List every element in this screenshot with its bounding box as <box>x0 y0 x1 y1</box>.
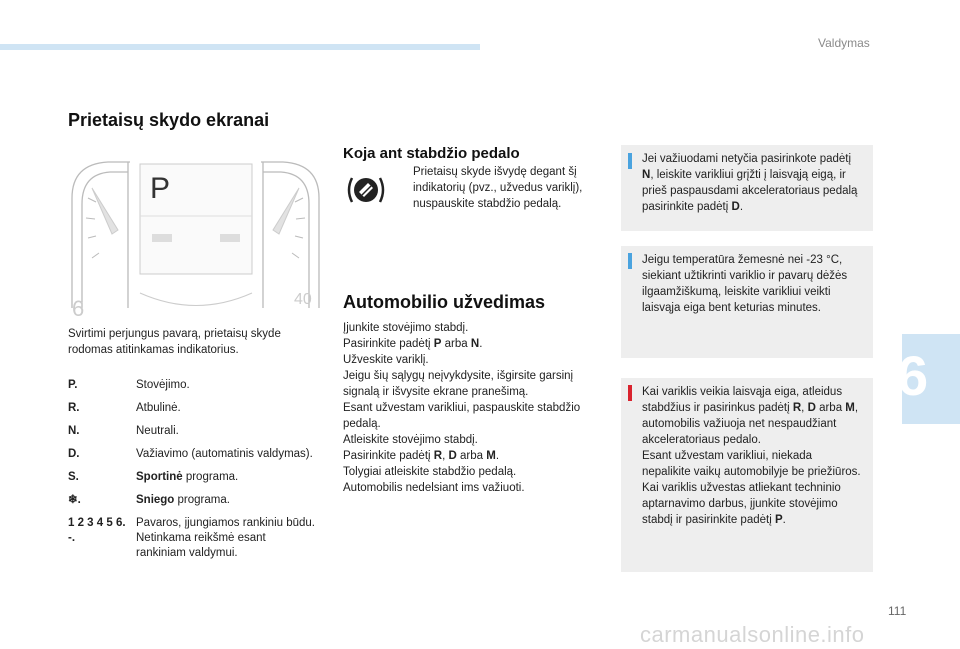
warning-box-text <box>642 384 863 528</box>
gear-mode-key: 1 2 3 4 5 6. <box>68 517 126 529</box>
cluster-caption: Svirtimi perjungus pavarą, prietaisų skyde rodomas atitinkamas indikatorius. <box>68 328 281 356</box>
procedure-note <box>343 368 593 400</box>
gear-mode-key: -. <box>68 532 76 544</box>
procedure-text <box>343 354 429 366</box>
gear-mode-row <box>68 531 318 561</box>
text-run: Atleiskite stovėjimo stabdį. <box>343 434 478 446</box>
procedure-text <box>343 370 573 398</box>
procedure-note <box>343 336 593 352</box>
text-run: Jeigu temperatūra žemesnė nei -23 °C, siekiant užtikrinti variklio ir pavarų dėžės ilgaamžiškumą, leiskite varikliui veikti laisvąja eiga bent keturias minutes. <box>642 254 848 314</box>
right-gauge-mark: 40 <box>294 291 312 308</box>
pedal-instruction <box>397 164 587 212</box>
gear-mode-row <box>68 493 318 508</box>
gear-mode-row <box>68 470 318 485</box>
bullet <box>397 164 413 212</box>
gear-mode-row <box>68 378 318 393</box>
pedal-heading: Koja ant stabdžio pedalo <box>343 145 520 162</box>
text-run: , automobilis važiuoja net nespaudžiant akceleratoriaus pedalo. <box>642 402 859 446</box>
text-run: Pasirinkite padėtį <box>343 450 434 462</box>
procedure-note <box>343 320 593 336</box>
info-box-neutral <box>621 145 873 231</box>
text-run: Kai variklis veikia laisvąja eiga, atleidus stabdžius ir pasirinkus padėtį <box>642 386 843 414</box>
gear-mode-row <box>68 447 318 462</box>
gear-mode-description <box>136 424 318 439</box>
foot-on-brake-icon <box>346 170 386 210</box>
warning-box-idle <box>621 378 873 572</box>
bold-text: N <box>470 338 480 350</box>
gear-mode-description <box>136 470 318 485</box>
procedure-text <box>343 466 516 478</box>
bold-text: P <box>433 338 442 350</box>
text-run: , leiskite varikliui grįžti į laisvąją eigą, ir prieš paspausdami akceleratoriaus pedalą pasirinkite padėtį <box>642 169 858 213</box>
text-run: Automobilis nedelsiant ims važiuoti. <box>343 482 525 494</box>
text-run: , <box>442 450 449 462</box>
header-accent-bar <box>0 44 480 50</box>
gear-mode-key: N. <box>68 425 80 437</box>
gear-mode-description <box>136 493 318 508</box>
text-run: Jeigu šių sąlygų neįvykdysite, išgirsite garsinį signalą ir išvysite ekrane pranešimą. <box>343 370 574 398</box>
text-run: Tolygiai atleiskite stabdžio pedalą. <box>343 466 517 478</box>
procedure-note <box>343 480 593 496</box>
procedure-text <box>343 434 478 446</box>
gear-indicator-display: P <box>150 172 171 205</box>
gear-mode-list <box>68 378 318 569</box>
gear-mode-text: Netinkama reikšmė esant rankiniam valdymui. <box>136 532 266 559</box>
gear-mode-text: programa. <box>174 494 230 506</box>
bold-text: N <box>642 169 651 181</box>
bold-text: M <box>845 402 855 414</box>
watermark: carmanualsonline.info <box>640 622 865 647</box>
bold-text: P <box>774 514 783 526</box>
text-run: Esant užvestam varikliui, paspauskite stabdžio pedalą. <box>343 402 581 430</box>
gear-mode-row <box>68 401 318 416</box>
gear-mode-key: S. <box>68 471 79 483</box>
bold-text: D <box>448 450 457 462</box>
text-run: , <box>801 402 808 414</box>
bold-text: M <box>486 450 496 462</box>
gear-mode-row <box>68 424 318 439</box>
text-run: . <box>479 338 483 350</box>
gear-mode-description <box>136 531 318 561</box>
page-number: 111 <box>888 604 907 618</box>
info-icon <box>628 253 632 269</box>
start-heading: Automobilio užvedimas <box>343 292 546 312</box>
procedure-text <box>343 402 580 430</box>
gear-mode-text: programa. <box>182 471 239 483</box>
text-run: arba <box>456 450 487 462</box>
procedure-note <box>343 432 593 448</box>
procedure-text <box>343 322 468 334</box>
text-run: arba <box>815 402 846 414</box>
instrument-cluster-illustration <box>68 158 323 318</box>
procedure-text <box>343 338 482 350</box>
text-run: Užveskite variklį. <box>343 354 429 366</box>
gear-mode-description <box>136 378 318 393</box>
info-box-temperature <box>621 246 873 358</box>
start-procedure <box>343 320 593 496</box>
gear-mode-description <box>136 447 318 462</box>
text-run: Įjunkite stovėjimo stabdį. <box>343 322 469 334</box>
gear-mode-description <box>136 401 318 416</box>
info-box-text <box>642 252 863 316</box>
gear-mode-name: Sportinė <box>136 471 183 483</box>
gear-mode-text: Neutrali. <box>136 425 179 437</box>
warning-icon <box>628 385 632 401</box>
bold-text: R <box>433 450 443 462</box>
page-title: Prietaisų skydo ekranai <box>68 110 270 130</box>
chapter-number: 6 <box>897 344 929 407</box>
gear-mode-text: Važiavimo (automatinis valdymas). <box>136 448 313 460</box>
bold-text: D <box>731 201 740 213</box>
gear-mode-text: Stovėjimo. <box>136 379 190 391</box>
procedure-note <box>343 448 593 464</box>
gear-mode-name: Sniego <box>136 494 175 506</box>
gear-mode-key: P. <box>68 379 78 391</box>
gear-mode-key: R. <box>68 402 80 414</box>
gear-mode-key: D. <box>68 448 80 460</box>
info-icon <box>628 153 632 169</box>
bold-text: R <box>792 402 802 414</box>
info-box-text <box>642 151 863 215</box>
procedure-note <box>343 352 593 368</box>
text-run: Jei važiuodami netyčia pasirinkote padėtį <box>642 153 852 165</box>
text-run: . <box>782 514 786 526</box>
procedure-note <box>343 464 593 480</box>
text-run: Kai variklis užvestas atliekant techninio aptarnavimo darbus, įjunkite stovėjimo stabdį ir pasirinkite padėtį <box>642 482 841 526</box>
left-gauge-mark: 6 <box>72 296 85 318</box>
gear-mode-description <box>136 516 318 531</box>
text-run: arba <box>441 338 471 350</box>
bold-text: D <box>807 402 816 414</box>
gear-mode-text: Pavaros, įjungiamos rankiniu būdu. <box>136 517 315 529</box>
text-run: Pasirinkite padėtį <box>343 338 434 350</box>
gear-mode-key: ❄. <box>68 494 81 506</box>
procedure-text <box>343 450 499 462</box>
procedure-note <box>343 400 593 432</box>
pedal-instruction-text: Prietaisų skyde išvydę degant šį indikatorių (pvz., užvedus variklį), nuspauskite stabdžio pedalą. <box>413 166 583 210</box>
text-run: Esant užvestam varikliui, niekada nepalikite vaikų automobilyje be priežiūros. <box>642 450 861 478</box>
gear-mode-row <box>68 516 318 531</box>
text-run: . <box>739 201 744 213</box>
text-run: . <box>495 450 500 462</box>
section-title: Valdymas <box>818 36 870 50</box>
gear-mode-text: Atbulinė. <box>136 402 181 414</box>
procedure-text <box>343 482 525 494</box>
